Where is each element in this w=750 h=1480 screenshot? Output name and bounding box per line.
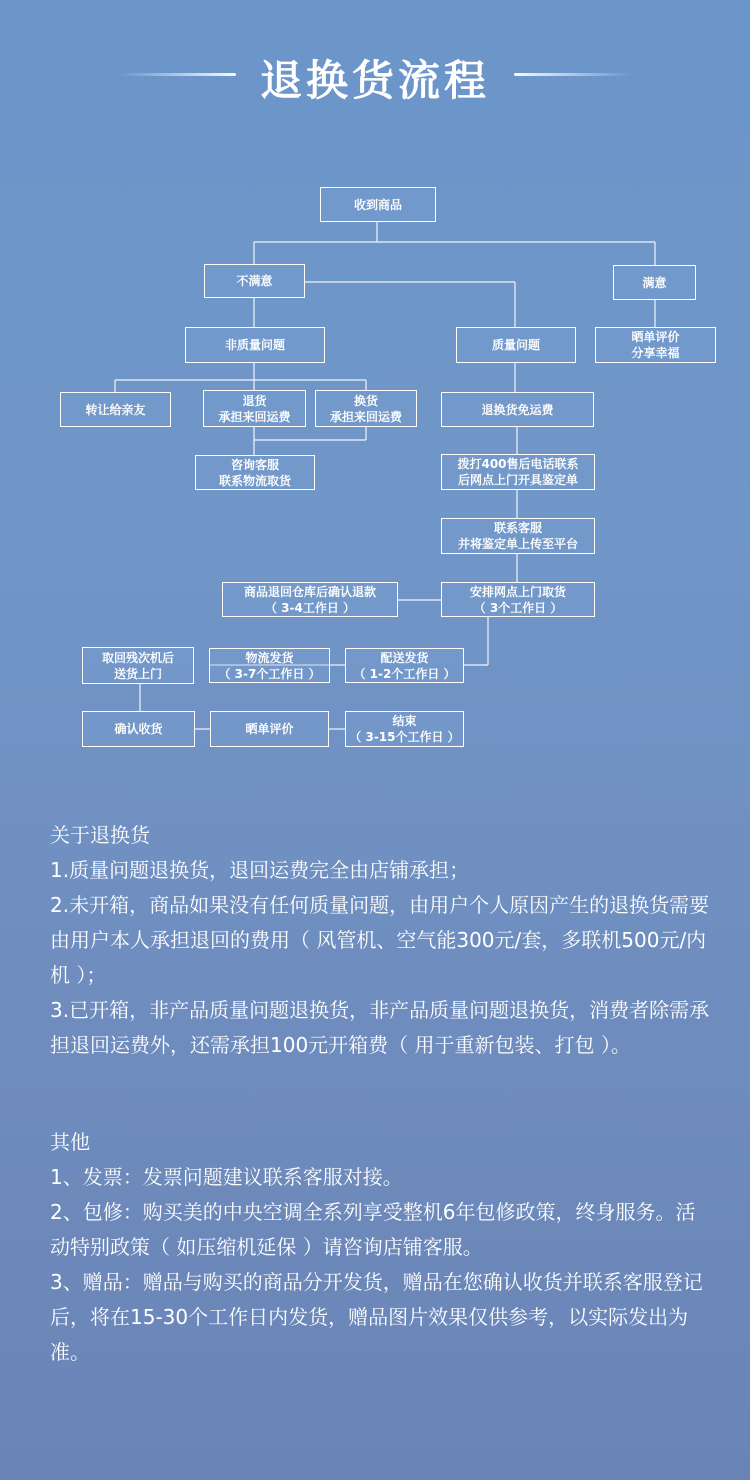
- about-item-2: 2.未开箱，商品如果没有任何质量问题，由用户个人原因产生的退换货需要由用户本人承担退回的费用（ 风管机、空气能300元/套，多联机500元/内机 ）；: [50, 893, 710, 987]
- node-exchange-pay-line1: 换货: [353, 393, 378, 408]
- node-contact-service-line1: 联系客服: [493, 521, 542, 535]
- node-unsatisfied-label: 不满意: [236, 274, 273, 288]
- node-pickup-arrange-line1: 安排网点上门取货: [469, 584, 566, 599]
- node-unsatisfied: [204, 264, 305, 298]
- other-item-2: 2、包修：购买美的中央空调全系列享受整机6年包修政策，终身服务。活动特别政策（ 如压缩机延保 ）请咨询店铺客服。: [50, 1200, 696, 1259]
- node-logistics-ship-line1: 物流发货: [245, 650, 294, 665]
- page-title: 退换货流程: [259, 56, 490, 105]
- about-returns-section: [50, 818, 710, 1063]
- node-satisfied: [613, 265, 696, 300]
- node-contact-service-line2: 并将鉴定单上传至平台: [457, 537, 578, 551]
- node-call-400-line1: 拨打400售后电话联系: [457, 457, 579, 471]
- node-confirm-receipt: [82, 711, 195, 747]
- node-end-line1: 结束: [392, 714, 417, 728]
- node-free-shipping-label: 退换货免运费: [481, 402, 554, 417]
- node-review: [210, 711, 329, 747]
- node-gift-friend-label: 转让给亲友: [85, 402, 146, 417]
- about-item-1: 1.质量问题退换货，退回运费完全由店铺承担；: [50, 858, 470, 882]
- about-heading: 关于退换货: [50, 823, 150, 847]
- node-call-400-line2: 后网点上门开具鉴定单: [457, 473, 578, 487]
- node-delivery-ship-line2: （ 1-2个工作日 ）: [353, 666, 456, 681]
- node-consult-service-line1: 咨询客服: [230, 457, 279, 472]
- node-received: [320, 187, 436, 222]
- other-section: [50, 1125, 710, 1370]
- node-non-quality: [185, 327, 325, 363]
- node-received-label: 收到商品: [353, 197, 402, 212]
- node-pickup-arrange-line2: （ 3个工作日 ）: [473, 600, 563, 615]
- node-retrieve-faulty-line1: 取回残次机后: [101, 650, 174, 665]
- node-refund-confirm-line2: （ 3-4工作日 ）: [264, 600, 356, 615]
- node-refund-confirm: [222, 582, 398, 617]
- node-retrieve-faulty: [82, 647, 194, 684]
- node-return-pay-line1: 退货: [242, 393, 267, 408]
- node-confirm-receipt-label: 确认收货: [114, 722, 163, 736]
- node-satisfied-label: 满意: [642, 275, 667, 290]
- node-exchange-pay-line2: 承担来回运费: [329, 409, 402, 424]
- node-refund-confirm-line1: 商品退回仓库后确认退款: [243, 584, 376, 599]
- node-share-review-line2: 分享幸福: [631, 346, 680, 360]
- node-non-quality-label: 非质量问题: [224, 338, 285, 352]
- node-free-shipping: [441, 392, 594, 427]
- other-heading: 其他: [50, 1130, 90, 1154]
- node-quality-label: 质量问题: [491, 338, 540, 352]
- node-quality: [456, 327, 576, 363]
- node-consult-service-line2: 联系物流取货: [218, 473, 291, 488]
- node-logistics-ship-line2: （ 3-7个工作日 ）: [218, 666, 321, 681]
- node-consult-service: [195, 455, 315, 490]
- node-logistics-ship: [209, 648, 330, 683]
- node-call-400: [441, 454, 595, 490]
- node-share-review-line1: 晒单评价: [631, 330, 680, 344]
- node-delivery-ship: [345, 648, 464, 683]
- about-item-3: 3.已开箱，非产品质量问题退换货，非产品质量问题退换货，消费者除需承担退回运费外，还需承担100元开箱费（ 用于重新包装、打包 ）。: [50, 998, 710, 1057]
- node-retrieve-faulty-line2: 送货上门: [113, 666, 162, 681]
- node-share-review: [595, 327, 716, 363]
- node-delivery-ship-line1: 配送发货: [380, 650, 429, 665]
- node-return-pay-line2: 承担来回运费: [218, 409, 291, 424]
- node-return-pay: [203, 390, 306, 427]
- node-end-line2: （ 3-15个工作日 ）: [349, 730, 460, 744]
- node-exchange-pay: [315, 390, 417, 427]
- node-gift-friend: [60, 392, 171, 427]
- node-contact-service: [441, 518, 595, 554]
- other-item-3: 3、赠品：赠品与购买的商品分开发货，赠品在您确认收货并联系客服登记后，将在15-30个工作日内发货，赠品图片效果仅供参考，以实际发出为准。: [50, 1270, 703, 1364]
- node-end: [345, 711, 464, 747]
- node-pickup-arrange: [441, 582, 595, 617]
- node-review-label: 晒单评价: [245, 722, 294, 736]
- other-item-1: 1、发票：发票问题建议联系客服对接。: [50, 1165, 403, 1189]
